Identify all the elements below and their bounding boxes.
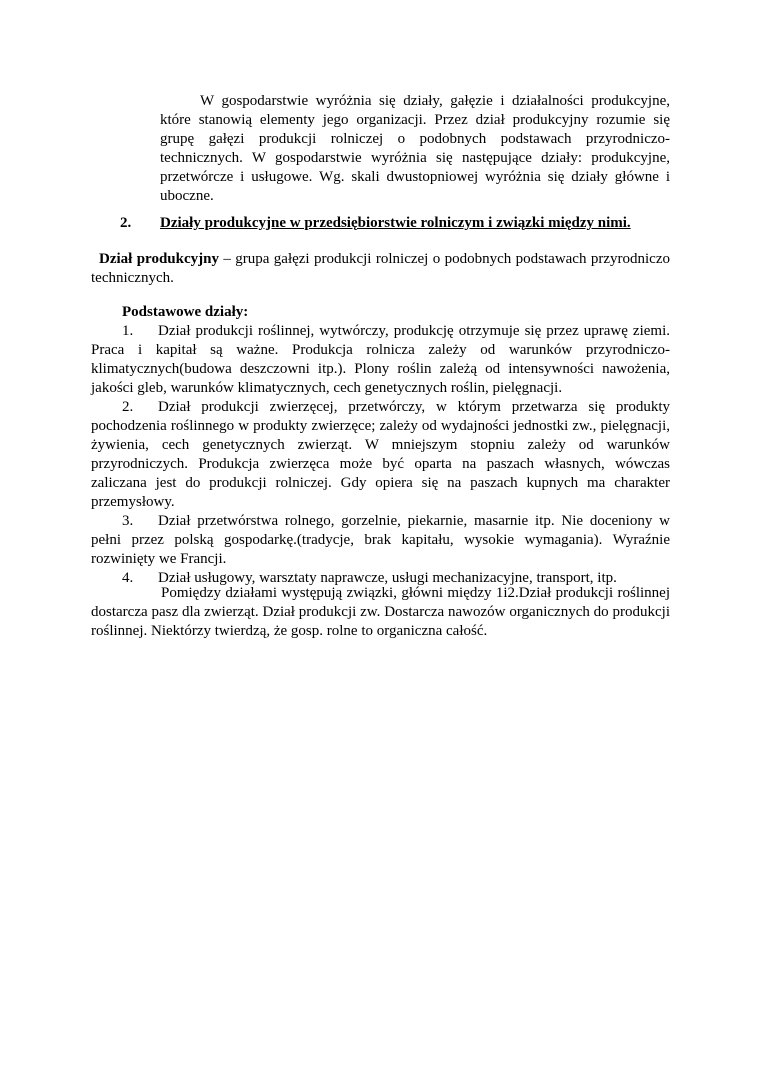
list-item-number: 4.	[122, 570, 134, 586]
list-item-text: Dział produkcji roślinnej, wytwórczy, produkcję otrzymuje się przez uprawę ziemi. Praca i kapitał są ważne. Produkcja rolnicza zależy od warunków przyrodniczo-klimatycznych(budowa deszczowni itp.). Plony roślin zależą od intensywności nawożenia, jakości gleb, warunków klimatycznych, cech genetycznych roślin, pielęgnacji.	[91, 323, 670, 396]
list-item-text: Dział przetwórstwa rolnego, gorzelnie, piekarnie, masarnie itp. Nie doceniony w pełni przez polską gospodarkę.(tradycje, brak kapitału, wysokie wymagania). Wyraźnie rozwinięty we Francji.	[91, 513, 670, 567]
section-title: Działy produkcyjne w przedsiębiorstwie rolniczym i związki między nimi.	[160, 215, 631, 231]
list-item-text: Dział produkcji zwierzęcej, przetwórczy, w którym przetwarza się produkty pochodzenia roślinnego w produkty zwierzęce; zależy od wydajności jednostki zw., pielęgnacji, żywienia, cech genetycznych zwierząt. W mniejszym stopniu zależy od warunków przyrodniczych. Produkcja zwierzęca może być oparta na paszach własnych, wówczas zaliczana jest do produkcji rolniczej. Gdy opiera się na paszach kupnych ma charakter przemysłowy.	[91, 399, 670, 510]
section-heading	[120, 214, 680, 233]
list-item-number: 3.	[122, 513, 134, 529]
definition-text: – grupa gałęzi produkcji rolniczej o podobnych podstawach przyrodniczo technicznych.	[91, 251, 670, 286]
definition-term: Dział produkcyjny	[99, 251, 219, 267]
list-item	[91, 398, 670, 512]
section-number: 2.	[120, 215, 132, 231]
list-subheading: Podstawowe działy:	[122, 304, 249, 320]
list-item-text: Dział usługowy, warsztaty naprawcze, usługi mechanizacyjne, transport, itp.	[158, 570, 617, 586]
list-item-number: 1.	[122, 323, 134, 339]
list-item-number: 2.	[122, 399, 134, 415]
list-item	[91, 512, 670, 569]
definition-paragraph	[91, 250, 670, 288]
relations-paragraph: Pomiędzy działami występują związki, główni między 1i2.Dział produkcji roślinnej dostarcza pasz dla zwierząt. Dział produkcji zw. Dostarcza nawozów organicznych do produkcji roślinnej. Niektórzy twierdzą, że gosp. rolne to organiczna całość.	[91, 585, 670, 639]
intro-paragraph: W gospodarstwie wyróżnia się działy, gałęzie i działalności produkcyjne, które stanowią elementy jego organizacji. Przez dział produkcyjny rozumie się grupę gałęzi produkcji rolniczej o podobnych podstawach przyrodniczo-technicznych. W gospodarstwie wyróżnia się następujące działy: produkcyjne, przetwórcze i usługowe. Wg. skali dwustopniowej wyróżnia się działy główne i uboczne.	[160, 93, 670, 204]
departments-list	[91, 322, 670, 588]
list-item	[91, 322, 670, 398]
